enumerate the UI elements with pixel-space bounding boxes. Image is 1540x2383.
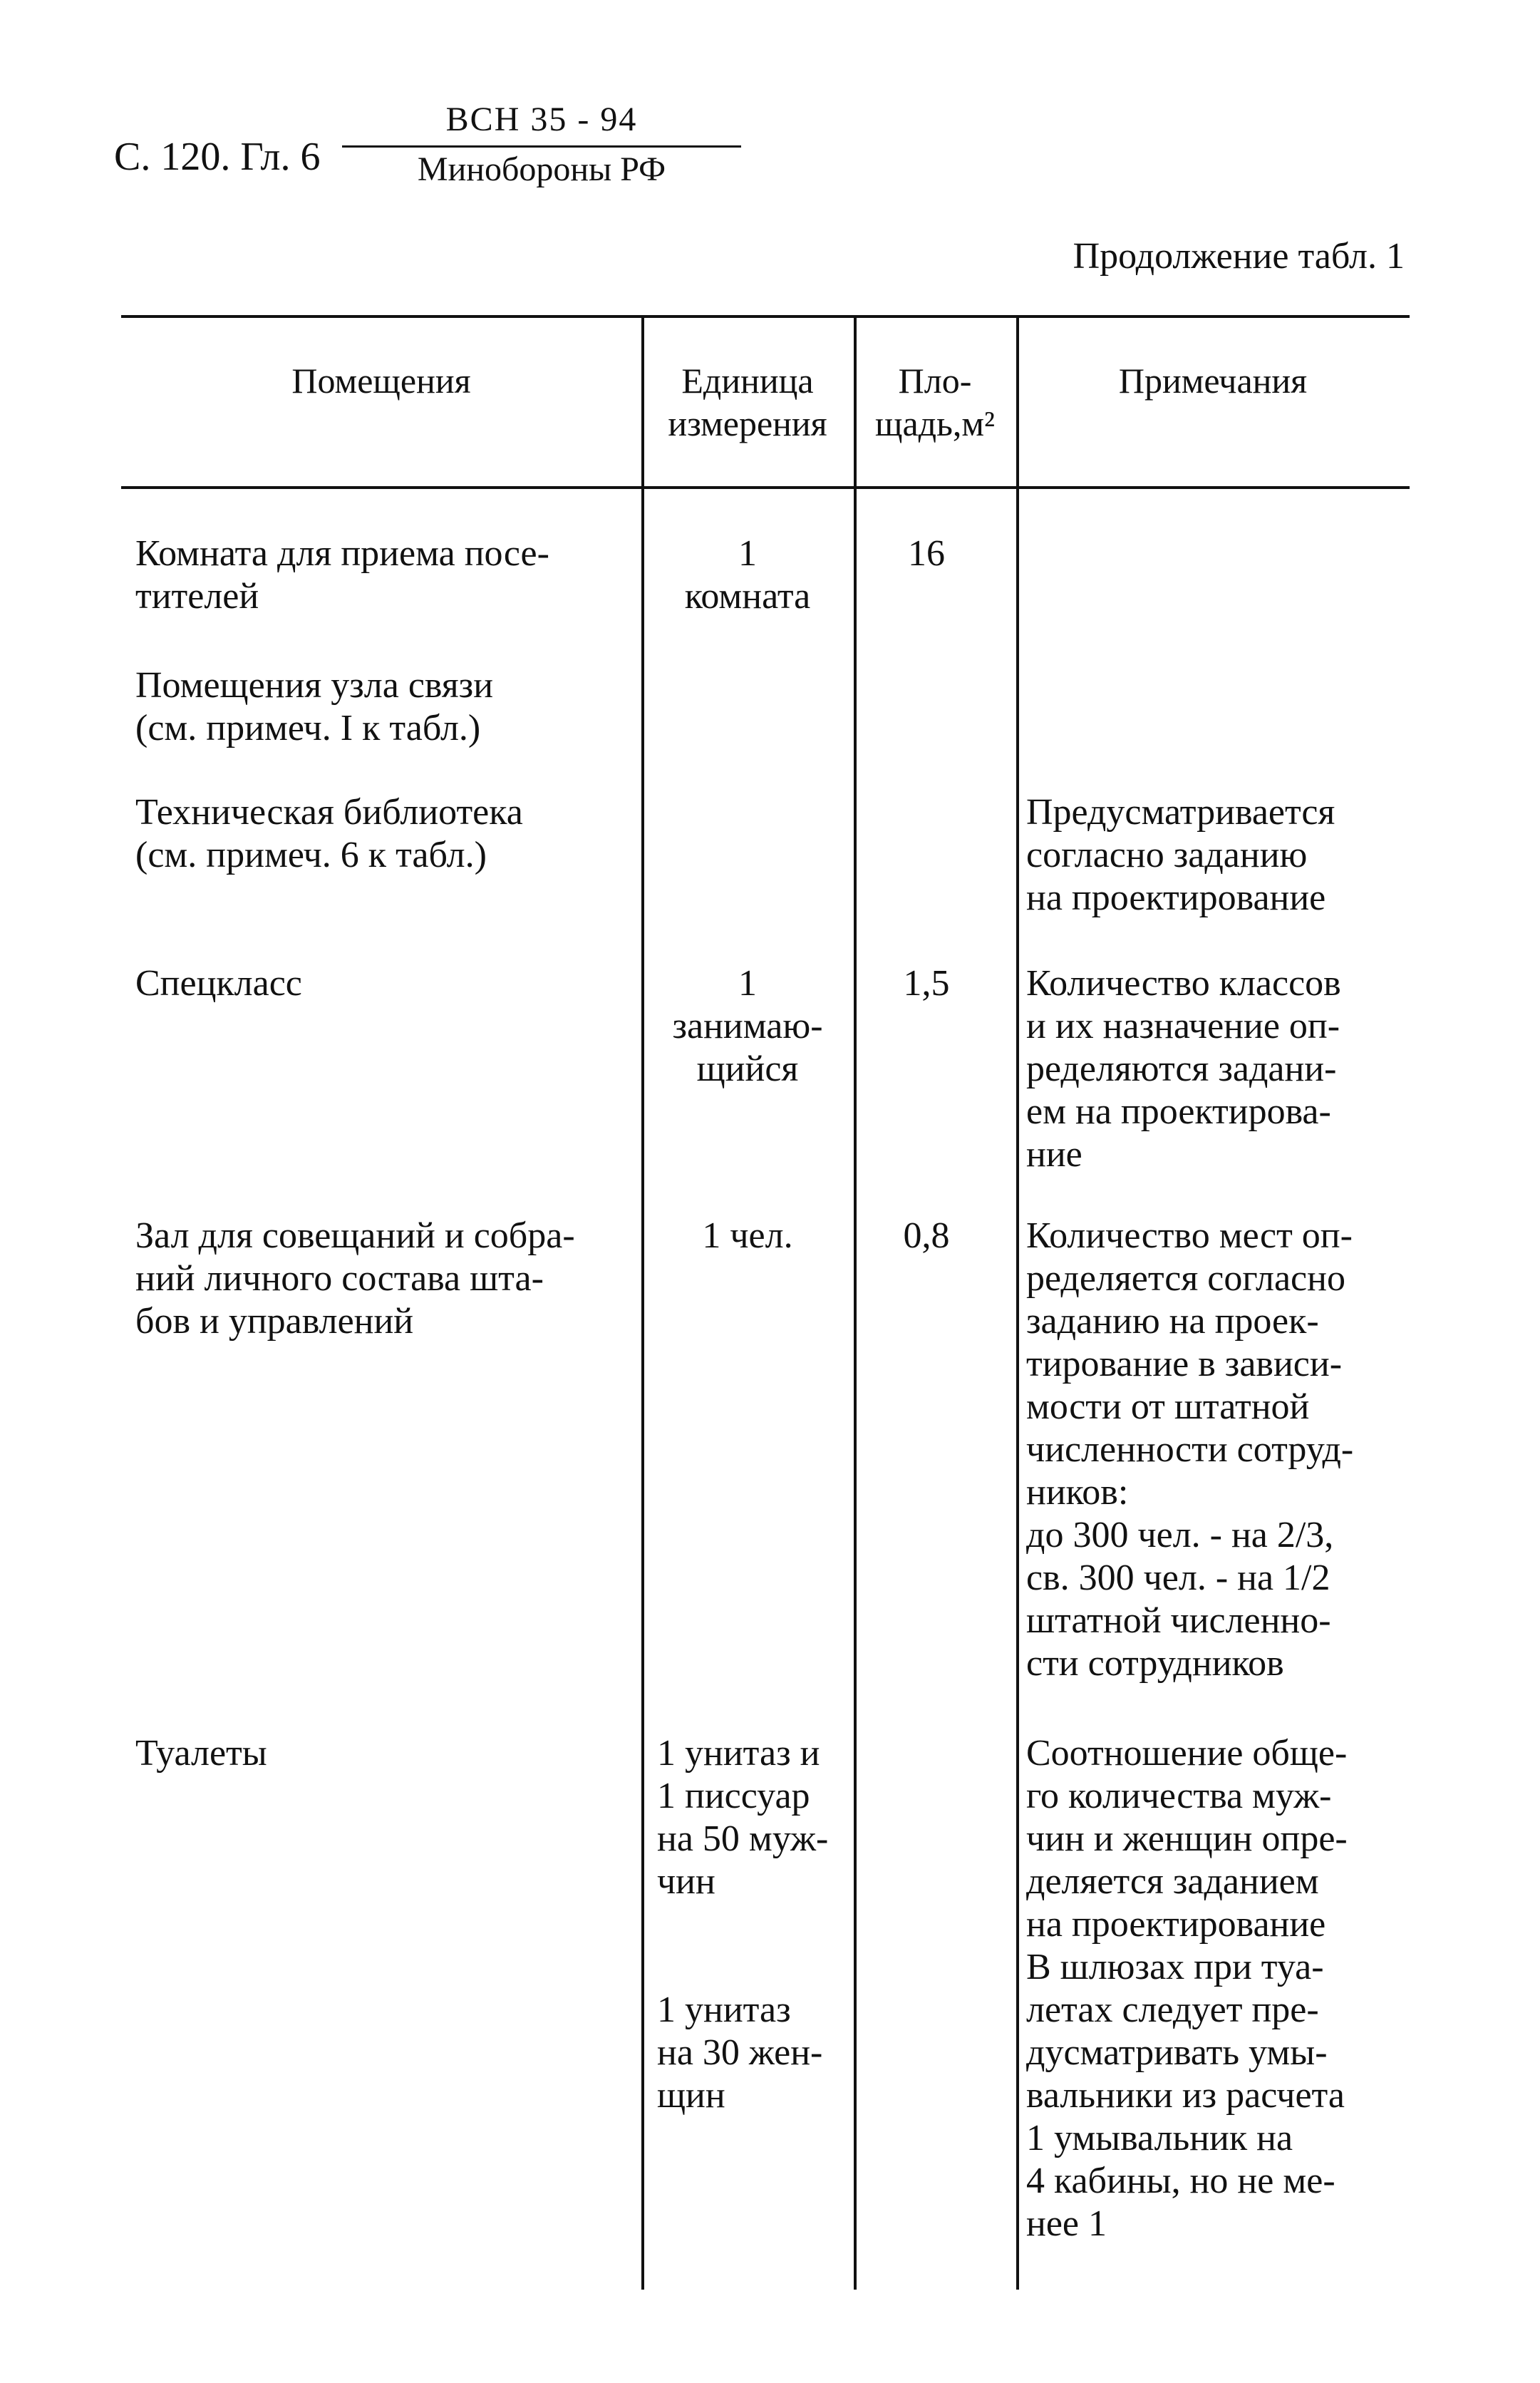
cell-room: Спецкласс bbox=[135, 963, 302, 1004]
table-continuation-label: Продолжение табл. 1 bbox=[1073, 236, 1405, 277]
cell-area: 0,8 bbox=[903, 1215, 950, 1256]
header-unit: Единица измерения bbox=[668, 361, 827, 443]
cell-notes: Количество мест оп- ределяется согласно заданию на проек- тирование в зависи- мости от штатной численности сотруд- ников: до 300 чел. - на 2/3, св. 300 чел. - на 1/2 штатной численно- сти сотрудников bbox=[1026, 1215, 1354, 1684]
header-rooms: Помещения bbox=[291, 361, 471, 401]
cell-unit-women: 1 унитаз на 30 жен- щин bbox=[657, 1990, 823, 2116]
cell-room: Зал для совещаний и собра- ний личного состава шта- бов и управлений bbox=[135, 1215, 575, 1342]
page-header bbox=[114, 100, 755, 192]
column-divider-3 bbox=[1016, 315, 1019, 2290]
cell-notes: Количество классов и их назначение оп- ределяются задани- ем на проектирова- ние bbox=[1026, 963, 1341, 1175]
cell-area: 16 bbox=[908, 533, 945, 574]
cell-room: Помещения узла связи (см. примеч. I к табл.) bbox=[135, 665, 494, 748]
fraction-line bbox=[342, 145, 741, 148]
table-top-rule bbox=[121, 315, 1410, 318]
cell-unit-men: 1 унитаз и 1 писсуар на 50 муж- чин bbox=[657, 1733, 829, 1902]
table-header-rule bbox=[121, 486, 1410, 489]
cell-room: Туалеты bbox=[135, 1733, 267, 1774]
cell-room: Комната для приема посе- тителей bbox=[135, 533, 549, 617]
header-area: Пло- щадь,м² bbox=[874, 361, 996, 443]
cell-notes: Соотношение обще- го количества муж- чин и женщин опре- деляется заданием на проектирование В шлюзах при туа- летах следует пре- дусматривать умы- вальники из расчета 1 умывальник на 4 кабины, но не ме- нее 1 bbox=[1026, 1733, 1348, 2244]
column-divider-2 bbox=[854, 315, 857, 2290]
cell-unit: 1 комната bbox=[684, 533, 811, 617]
cell-room: Техническая библиотека (см. примеч. 6 к табл.) bbox=[135, 792, 523, 875]
cell-notes: Предусматривается согласно заданию на проектирование bbox=[1026, 792, 1335, 918]
page-number: С. 120. Гл. 6 bbox=[114, 135, 321, 179]
cell-unit: 1 чел. bbox=[702, 1215, 793, 1256]
rooms-table bbox=[121, 315, 1410, 2290]
cell-area: 1,5 bbox=[903, 963, 950, 1004]
header-notes: Примечания bbox=[1118, 361, 1308, 401]
document-code-top: ВСН 35 - 94 bbox=[445, 101, 638, 138]
document-code-bottom: Минобороны РФ bbox=[417, 150, 666, 188]
cell-unit: 1 занимаю- щийся bbox=[672, 963, 823, 1089]
